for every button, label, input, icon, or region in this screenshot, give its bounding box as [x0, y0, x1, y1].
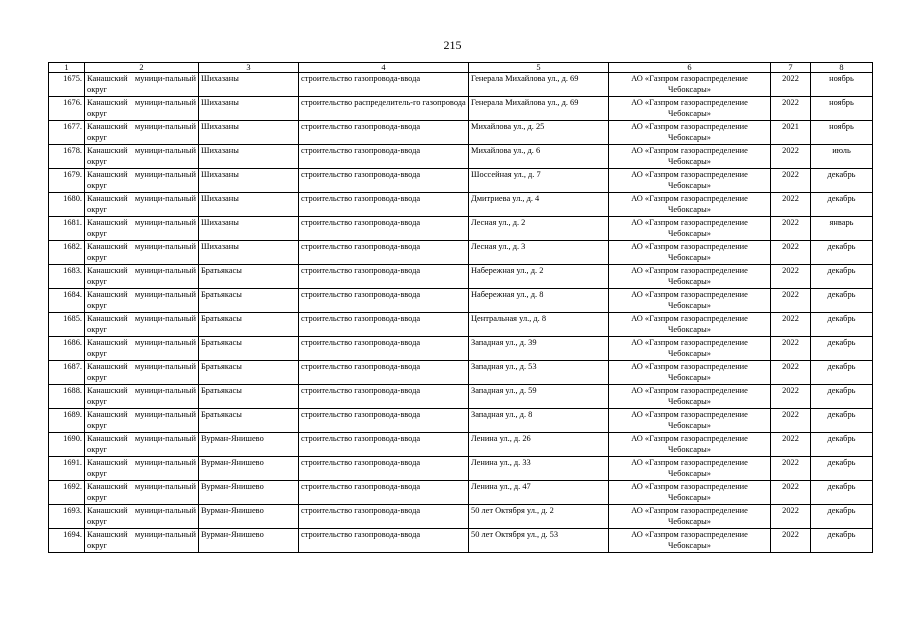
settlement-cell: Братьякасы	[199, 265, 299, 289]
district-cell: Канашский муници-пальный округ	[85, 73, 199, 97]
district-cell: Канашский муници-пальный округ	[85, 169, 199, 193]
district-cell: Канашский муници-пальный округ	[85, 265, 199, 289]
work-type-cell: строительство газопровода-ввода	[299, 241, 469, 265]
district-cell: Канашский муници-пальный округ	[85, 337, 199, 361]
address-cell: Лесная ул., д. 3	[469, 241, 609, 265]
address-cell: Ленина ул., д. 26	[469, 433, 609, 457]
month-cell: декабрь	[811, 265, 873, 289]
address-cell: Западная ул., д. 53	[469, 361, 609, 385]
column-number: 4	[299, 63, 469, 73]
year-cell: 2022	[771, 457, 811, 481]
settlement-cell: Шихазаны	[199, 145, 299, 169]
row-number: 1681.	[49, 217, 85, 241]
organization-cell: АО «Газпром газораспределение Чебоксары»	[609, 337, 771, 361]
table-row	[49, 241, 873, 265]
column-number: 5	[469, 63, 609, 73]
year-cell: 2022	[771, 193, 811, 217]
organization-cell: АО «Газпром газораспределение Чебоксары»	[609, 457, 771, 481]
month-cell: декабрь	[811, 505, 873, 529]
settlement-cell: Вурман-Янишево	[199, 529, 299, 553]
table-row	[49, 265, 873, 289]
work-type-cell: строительство газопровода-ввода	[299, 529, 469, 553]
district-cell: Канашский муници-пальный округ	[85, 481, 199, 505]
settlement-cell: Шихазаны	[199, 217, 299, 241]
page-number: 215	[443, 38, 462, 52]
year-cell: 2022	[771, 97, 811, 121]
work-type-cell: строительство газопровода-ввода	[299, 385, 469, 409]
month-cell: декабрь	[811, 193, 873, 217]
table-row	[49, 457, 873, 481]
work-type-cell: строительство газопровода-ввода	[299, 193, 469, 217]
address-cell: Центральная ул., д. 8	[469, 313, 609, 337]
table-row	[49, 529, 873, 553]
row-number: 1694.	[49, 529, 85, 553]
work-type-cell: строительство газопровода-ввода	[299, 217, 469, 241]
month-cell: декабрь	[811, 337, 873, 361]
settlement-cell: Братьякасы	[199, 361, 299, 385]
district-cell: Канашский муници-пальный округ	[85, 457, 199, 481]
district-cell: Канашский муници-пальный округ	[85, 385, 199, 409]
month-cell: декабрь	[811, 313, 873, 337]
year-cell: 2022	[771, 337, 811, 361]
work-type-cell: строительство газопровода-ввода	[299, 145, 469, 169]
organization-cell: АО «Газпром газораспределение Чебоксары»	[609, 361, 771, 385]
table-row	[49, 169, 873, 193]
address-cell: Ленина ул., д. 47	[469, 481, 609, 505]
row-number: 1680.	[49, 193, 85, 217]
row-number: 1679.	[49, 169, 85, 193]
column-number: 6	[609, 63, 771, 73]
month-cell: ноябрь	[811, 73, 873, 97]
settlement-cell: Шихазаны	[199, 73, 299, 97]
table-row	[49, 361, 873, 385]
row-number: 1689.	[49, 409, 85, 433]
column-number: 1	[49, 63, 85, 73]
row-number: 1683.	[49, 265, 85, 289]
table-body	[49, 63, 873, 553]
column-number: 3	[199, 63, 299, 73]
month-cell: ноябрь	[811, 121, 873, 145]
organization-cell: АО «Газпром газораспределение Чебоксары»	[609, 265, 771, 289]
year-cell: 2022	[771, 145, 811, 169]
table-row	[49, 73, 873, 97]
row-number: 1692.	[49, 481, 85, 505]
year-cell: 2022	[771, 385, 811, 409]
address-cell: Михайлова ул., д. 6	[469, 145, 609, 169]
table-row	[49, 145, 873, 169]
work-type-cell: строительство газопровода-ввода	[299, 433, 469, 457]
organization-cell: АО «Газпром газораспределение Чебоксары»	[609, 481, 771, 505]
work-type-cell: строительство газопровода-ввода	[299, 409, 469, 433]
work-type-cell: строительство газопровода-ввода	[299, 313, 469, 337]
district-cell: Канашский муници-пальный округ	[85, 193, 199, 217]
address-cell: Набережная ул., д. 2	[469, 265, 609, 289]
month-cell: декабрь	[811, 529, 873, 553]
month-cell: декабрь	[811, 433, 873, 457]
month-cell: декабрь	[811, 409, 873, 433]
district-cell: Канашский муници-пальный округ	[85, 361, 199, 385]
settlement-cell: Шихазаны	[199, 193, 299, 217]
row-number: 1691.	[49, 457, 85, 481]
year-cell: 2021	[771, 121, 811, 145]
district-cell: Канашский муници-пальный округ	[85, 409, 199, 433]
year-cell: 2022	[771, 265, 811, 289]
organization-cell: АО «Газпром газораспределение Чебоксары»	[609, 505, 771, 529]
table-row	[49, 385, 873, 409]
district-cell: Канашский муници-пальный округ	[85, 433, 199, 457]
organization-cell: АО «Газпром газораспределение Чебоксары»	[609, 433, 771, 457]
address-cell: Набережная ул., д. 8	[469, 289, 609, 313]
organization-cell: АО «Газпром газораспределение Чебоксары»	[609, 241, 771, 265]
month-cell: декабрь	[811, 481, 873, 505]
year-cell: 2022	[771, 409, 811, 433]
address-cell: Лесная ул., д. 2	[469, 217, 609, 241]
settlement-cell: Братьякасы	[199, 337, 299, 361]
table-row	[49, 337, 873, 361]
month-cell: декабрь	[811, 361, 873, 385]
table-row	[49, 289, 873, 313]
district-cell: Канашский муници-пальный округ	[85, 289, 199, 313]
address-cell: Дмитриева ул., д. 4	[469, 193, 609, 217]
month-cell: ноябрь	[811, 97, 873, 121]
table-row	[49, 433, 873, 457]
work-type-cell: строительство газопровода-ввода	[299, 121, 469, 145]
district-cell: Канашский муници-пальный округ	[85, 529, 199, 553]
organization-cell: АО «Газпром газораспределение Чебоксары»	[609, 121, 771, 145]
settlement-cell: Братьякасы	[199, 313, 299, 337]
year-cell: 2022	[771, 169, 811, 193]
row-number: 1675.	[49, 73, 85, 97]
organization-cell: АО «Газпром газораспределение Чебоксары»	[609, 145, 771, 169]
settlement-cell: Вурман-Янишево	[199, 457, 299, 481]
district-cell: Канашский муници-пальный округ	[85, 97, 199, 121]
settlement-cell: Братьякасы	[199, 409, 299, 433]
row-number: 1693.	[49, 505, 85, 529]
work-type-cell: строительство газопровода-ввода	[299, 265, 469, 289]
work-type-cell: строительство распределитель-го газопровода	[299, 97, 469, 121]
settlement-cell: Вурман-Янишево	[199, 505, 299, 529]
district-cell: Канашский муници-пальный округ	[85, 121, 199, 145]
month-cell: январь	[811, 217, 873, 241]
organization-cell: АО «Газпром газораспределение Чебоксары»	[609, 169, 771, 193]
table-row	[49, 217, 873, 241]
year-cell: 2022	[771, 217, 811, 241]
address-cell: Михайлова ул., д. 25	[469, 121, 609, 145]
year-cell: 2022	[771, 289, 811, 313]
settlement-cell: Шихазаны	[199, 169, 299, 193]
district-cell: Канашский муници-пальный округ	[85, 241, 199, 265]
year-cell: 2022	[771, 433, 811, 457]
year-cell: 2022	[771, 361, 811, 385]
district-cell: Канашский муници-пальный округ	[85, 217, 199, 241]
column-number: 2	[85, 63, 199, 73]
address-cell: 50 лет Октября ул., д. 53	[469, 529, 609, 553]
table-row	[49, 481, 873, 505]
organization-cell: АО «Газпром газораспределение Чебоксары»	[609, 529, 771, 553]
gas-pipeline-register-table	[48, 62, 873, 553]
work-type-cell: строительство газопровода-ввода	[299, 169, 469, 193]
settlement-cell: Братьякасы	[199, 385, 299, 409]
table-row	[49, 97, 873, 121]
column-number: 8	[811, 63, 873, 73]
work-type-cell: строительство газопровода-ввода	[299, 337, 469, 361]
month-cell: декабрь	[811, 289, 873, 313]
organization-cell: АО «Газпром газораспределение Чебоксары»	[609, 193, 771, 217]
row-number: 1687.	[49, 361, 85, 385]
year-cell: 2022	[771, 505, 811, 529]
organization-cell: АО «Газпром газораспределение Чебоксары»	[609, 289, 771, 313]
organization-cell: АО «Газпром газораспределение Чебоксары»	[609, 409, 771, 433]
month-cell: декабрь	[811, 169, 873, 193]
table-row	[49, 409, 873, 433]
address-cell: Западная ул., д. 39	[469, 337, 609, 361]
address-cell: Шоссейная ул., д. 7	[469, 169, 609, 193]
row-number: 1677.	[49, 121, 85, 145]
address-cell: Генерала Михайлова ул., д. 69	[469, 97, 609, 121]
organization-cell: АО «Газпром газораспределение Чебоксары»	[609, 313, 771, 337]
district-cell: Канашский муници-пальный округ	[85, 145, 199, 169]
work-type-cell: строительство газопровода-ввода	[299, 289, 469, 313]
work-type-cell: строительство газопровода-ввода	[299, 361, 469, 385]
row-number: 1676.	[49, 97, 85, 121]
settlement-cell: Шихазаны	[199, 97, 299, 121]
row-number: 1682.	[49, 241, 85, 265]
settlement-cell: Вурман-Янишево	[199, 481, 299, 505]
settlement-cell: Шихазаны	[199, 121, 299, 145]
address-cell: Генерала Михайлова ул., д. 69	[469, 73, 609, 97]
row-number: 1685.	[49, 313, 85, 337]
district-cell: Канашский муници-пальный округ	[85, 505, 199, 529]
work-type-cell: строительство газопровода-ввода	[299, 505, 469, 529]
organization-cell: АО «Газпром газораспределение Чебоксары»	[609, 97, 771, 121]
work-type-cell: строительство газопровода-ввода	[299, 457, 469, 481]
month-cell: декабрь	[811, 241, 873, 265]
row-number: 1684.	[49, 289, 85, 313]
organization-cell: АО «Газпром газораспределение Чебоксары»	[609, 73, 771, 97]
year-cell: 2022	[771, 529, 811, 553]
settlement-cell: Братьякасы	[199, 289, 299, 313]
organization-cell: АО «Газпром газораспределение Чебоксары»	[609, 217, 771, 241]
address-cell: 50 лет Октября ул., д. 2	[469, 505, 609, 529]
column-number-row	[49, 63, 873, 73]
address-cell: Западная ул., д. 8	[469, 409, 609, 433]
month-cell: декабрь	[811, 385, 873, 409]
year-cell: 2022	[771, 73, 811, 97]
table-row	[49, 121, 873, 145]
address-cell: Западная ул., д. 59	[469, 385, 609, 409]
work-type-cell: строительство газопровода-ввода	[299, 73, 469, 97]
settlement-cell: Шихазаны	[199, 241, 299, 265]
month-cell: декабрь	[811, 457, 873, 481]
year-cell: 2022	[771, 313, 811, 337]
column-number: 7	[771, 63, 811, 73]
address-cell: Ленина ул., д. 33	[469, 457, 609, 481]
settlement-cell: Вурман-Янишево	[199, 433, 299, 457]
district-cell: Канашский муници-пальный округ	[85, 313, 199, 337]
table-row	[49, 505, 873, 529]
year-cell: 2022	[771, 241, 811, 265]
row-number: 1690.	[49, 433, 85, 457]
row-number: 1688.	[49, 385, 85, 409]
table-row	[49, 313, 873, 337]
organization-cell: АО «Газпром газораспределение Чебоксары»	[609, 385, 771, 409]
work-type-cell: строительство газопровода-ввода	[299, 481, 469, 505]
row-number: 1678.	[49, 145, 85, 169]
table-row	[49, 193, 873, 217]
row-number: 1686.	[49, 337, 85, 361]
year-cell: 2022	[771, 481, 811, 505]
month-cell: июль	[811, 145, 873, 169]
